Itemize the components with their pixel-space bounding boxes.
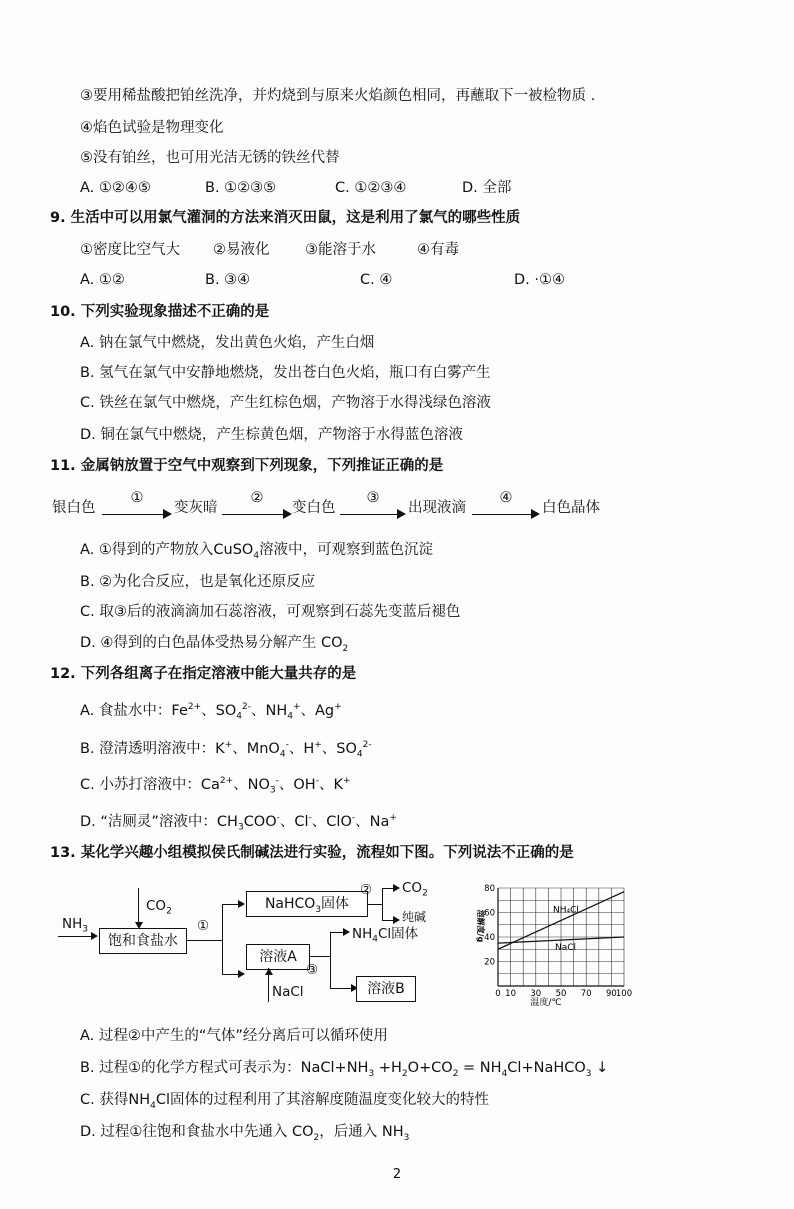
flow-nh3-label: $NH_3$ (62, 916, 88, 935)
q12-choice-d: D. “洁厕灵”溶液中：$CH_3COO^-$、Cl-、ClO-、Na+ (80, 813, 397, 833)
chain-white-crystal: 白色晶体 (542, 500, 600, 516)
q9-prop-4: ④有毒 (417, 242, 459, 258)
y-tick-label: 80 (484, 884, 495, 894)
chart-y-axis-label: 溶解度/g (476, 909, 485, 943)
series-label-nacl: NaCl (555, 943, 577, 954)
flow-co2-label: $CO_2$ (146, 898, 172, 917)
flow-step-1: ① (197, 918, 210, 934)
flow-nacl-input: NaCl (272, 984, 304, 1000)
q12-choice-c: C. 小苏打溶液中：$Ca^{2+}$、$NO_3^-$、OH-、K+ (80, 776, 351, 796)
chain-step-3: ③ (366, 490, 380, 506)
chain-arrow-2 (222, 492, 292, 518)
q11-stem: 11. 金属钠放置于空气中观察到下列现象，下列推证正确的是 (50, 458, 444, 474)
q9-choice-a: A. ①② (80, 272, 125, 288)
x-tick-label: 0 (495, 989, 501, 999)
chart-grid (498, 888, 624, 986)
q10-stem: 10. 下列实验现象描述不正确的是 (50, 304, 270, 320)
q13-choice-d: D. 过程①往饱和食盐水中先通入 $CO_2$，后通入 $NH_3$ (80, 1124, 410, 1143)
x-tick-label: 50 (555, 989, 567, 999)
q12-choice-b: B. 澄清透明溶液中：K+、MnO$_4$-、H+、$SO_4^{2-}$ (80, 740, 372, 760)
chart-ticks (484, 884, 632, 999)
q9-prop-2: ②易液化 (213, 242, 270, 258)
q9-prop-3: ③能溶于水 (305, 242, 376, 258)
page-number: 2 (392, 1167, 402, 1182)
box-nahco3-solid: NaHCO$_3$固体 (246, 891, 368, 917)
x-tick-label: 90 (605, 989, 617, 999)
flow-step-2: ② (360, 882, 373, 898)
chain-arrow-4 (472, 492, 540, 518)
flow-soda-ash: 纯碱 (402, 910, 427, 924)
q9-choice-d: D. ·①④ (514, 272, 565, 288)
x-tick-label: 100 (615, 989, 632, 999)
q11-choice-a: A. ①得到的产物放入CuSO$_4$溶液中，可观察到蓝色沉淀 (80, 542, 434, 561)
flow-co2-output: $CO_2$ (402, 880, 428, 899)
series-label-nh4cl: NH₄Cl (553, 905, 579, 916)
flow-step-3: ③ (306, 962, 319, 978)
chain-arrow-1 (102, 492, 172, 518)
x-tick-label: 10 (505, 989, 517, 999)
chain-step-2: ② (250, 490, 264, 506)
q9-choice-b: B. ③④ (205, 272, 251, 288)
q13-choice-a: A. 过程②中产生的“气体”经分离后可以循环使用 (80, 1028, 388, 1044)
chain-step-1: ① (130, 490, 144, 506)
chain-grey-dark: 变灰暗 (174, 500, 218, 516)
box-solution-a: 溶液A (246, 944, 310, 970)
q11-choice-c: C. 取③后的液滴滴加石蕊溶液，可观察到石蕊先变蓝后褪色 (80, 604, 461, 620)
q9-choice-c: C. ④ (360, 272, 393, 288)
chain-droplets: 出现液滴 (408, 500, 466, 516)
hou-process-flow-diagram (58, 880, 438, 1015)
box-solution-b: 溶液B (356, 976, 416, 1002)
flow-nh4cl-solid: $NH_4Cl$固体 (352, 926, 419, 945)
y-tick-label: 20 (484, 957, 495, 968)
chart-x-axis-label: 温度/℃ (530, 998, 562, 1008)
q8-option-3: ③要用稀盐酸把铂丝洗净，并灼烧到与原来火焰颜色相同，再蘸取下一被检物质 . (80, 88, 596, 104)
solubility-chart (462, 878, 632, 1008)
q13-choice-c: C. 获得$NH_4Cl$固体的过程利用了其溶解度随温度变化较大的特性 (80, 1092, 489, 1111)
q8-choice-d: D. 全部 (462, 180, 512, 196)
q9-prop-1: ①密度比空气大 (80, 242, 180, 258)
q10-choice-b: B. 氢气在氯气中安静地燃烧，发出苍白色火焰，瓶口有白雾产生 (80, 365, 491, 381)
q11-choice-d: D. ④得到的白色晶体受热易分解产生 $CO_2$ (80, 635, 349, 654)
q12-stem: 12. 下列各组离子在指定溶液中能大量共存的是 (50, 666, 357, 682)
chain-silver-white: 银白色 (52, 500, 96, 516)
q8-choice-c: C. ①②③④ (335, 180, 407, 196)
q8-option-4: ④焰色试验是物理变化 (80, 120, 224, 136)
q10-choice-c: C. 铁丝在氯气中燃烧，产生红棕色烟，产物溶于水得浅绿色溶液 (80, 395, 491, 411)
box-saturated-brine: 饱和食盐水 (99, 928, 187, 954)
q8-choice-a: A. ①②④⑤ (80, 180, 151, 196)
x-tick-label: 70 (580, 989, 592, 999)
q8-choice-b: B. ①②③⑤ (205, 180, 277, 196)
q13-choice-b: B. 过程①的化学方程式可表示为：$NaCl+NH_3 +H_2O+CO_2$ = $NH_4Cl+NaHCO_3$ ↓ (80, 1060, 609, 1079)
q9-stem: 9. 生活中可以用氯气灌洞的方法来消灭田鼠，这是利用了氯气的哪些性质 (50, 210, 521, 226)
x-tick-label: 30 (530, 989, 542, 999)
q10-choice-d: D. 铜在氯气中燃烧，产生棕黄色烟，产物溶于水得蓝色溶液 (80, 427, 463, 443)
chain-arrow-3 (340, 492, 406, 518)
reaction-chain (52, 488, 772, 528)
q8-option-5: ⑤没有铂丝，也可用光洁无锈的铁丝代替 (80, 150, 340, 166)
q10-choice-a: A. 钠在氯气中燃烧，发出黄色火焰，产生白烟 (80, 335, 375, 351)
q12-choice-a: A. 食盐水中：$Fe^{2+}$、$SO_4^{2-}$、$NH_4^+$、Ag+ (80, 702, 342, 722)
q11-choice-b: B. ②为化合反应，也是氧化还原反应 (80, 574, 316, 590)
y-tick-label: 60 (484, 908, 495, 919)
q13-stem: 13. 某化学兴趣小组模拟侯氏制碱法进行实验，流程如下图。下列说法不正确的是 (50, 845, 574, 861)
chain-turns-white: 变白色 (292, 500, 336, 516)
chain-step-4: ④ (499, 490, 513, 506)
y-tick-label: 40 (484, 933, 495, 943)
